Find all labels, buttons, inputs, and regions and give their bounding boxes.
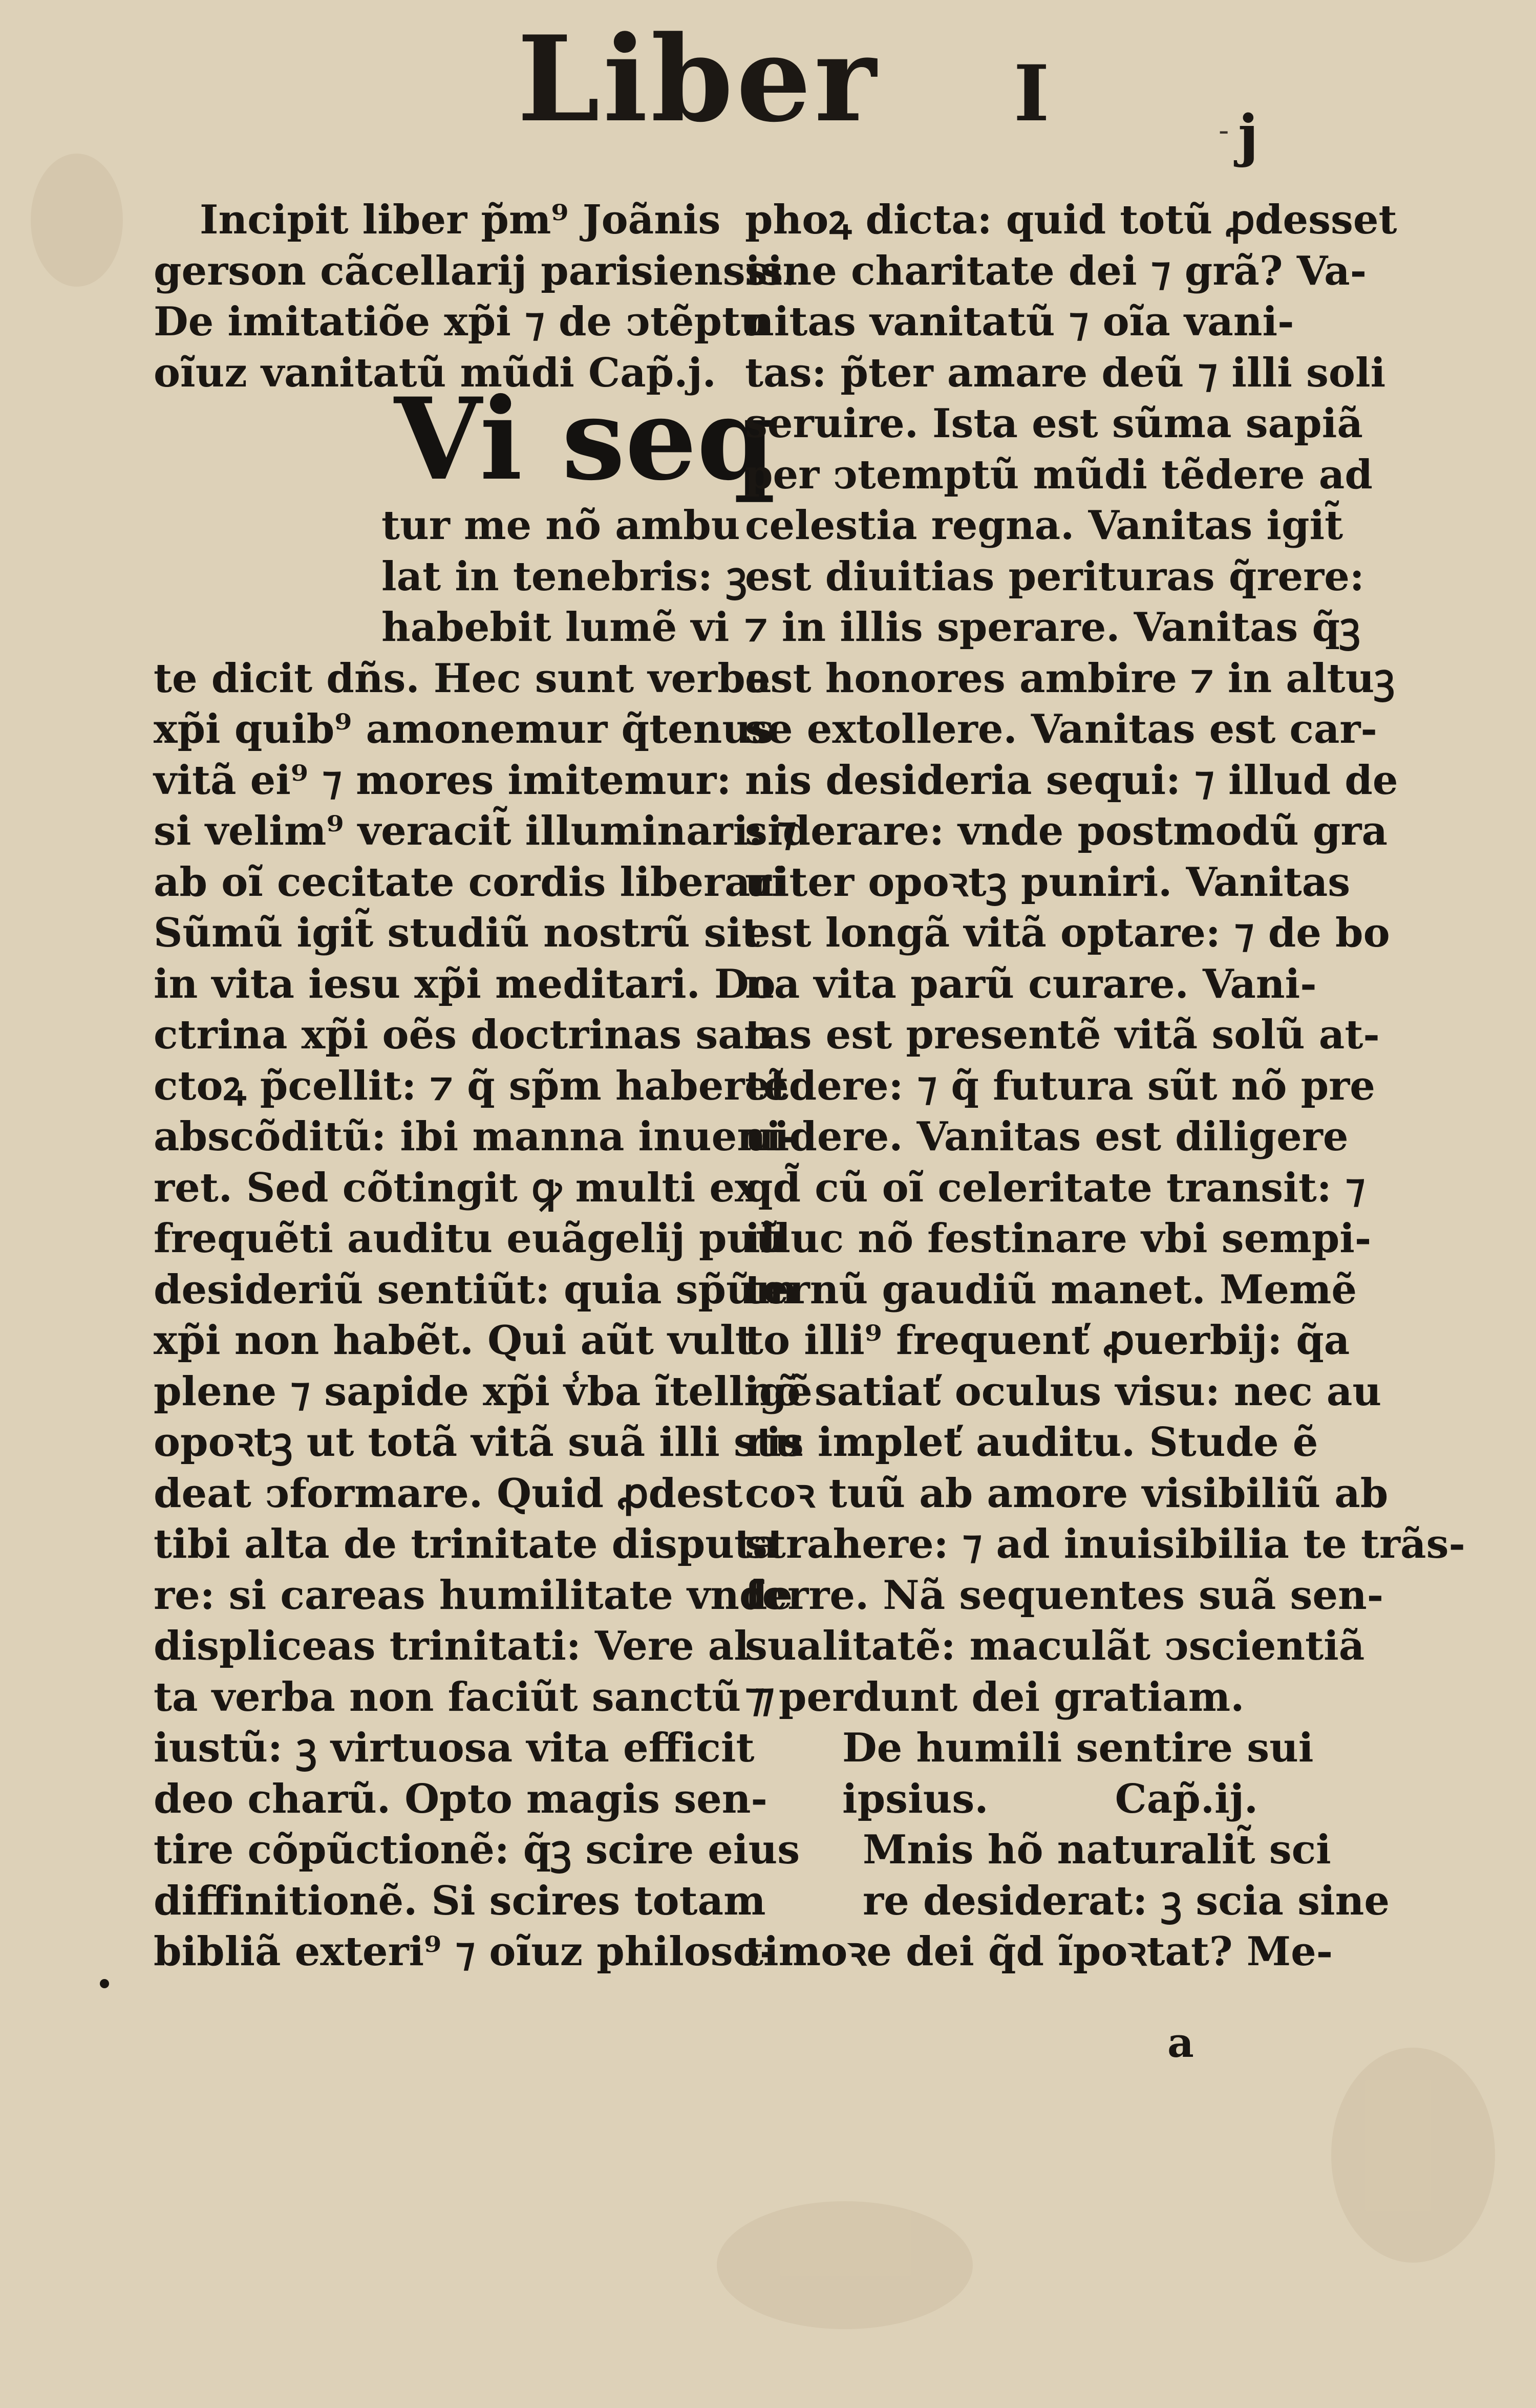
text-line: na vita parũ curare. Vani- [745, 960, 1317, 1007]
heading-line: oĩuz vanitatũ mũdi Cap̃.j. [154, 349, 716, 396]
text-line: illuc nõ festinare vbi sempi- [745, 1215, 1372, 1262]
left-column [154, 195, 813, 1977]
tick-mark: - [1219, 113, 1229, 148]
text-line: ret. Sed cõtingit ꝙ multi ex [154, 1164, 759, 1211]
text-line: Mnis hõ naturalit̃ sci [863, 1826, 1331, 1873]
text-line: to illi⁹ frequenť ꝓuerbij: q̃a [745, 1317, 1350, 1364]
text-line: deo charũ. Opto magis sen- [154, 1775, 767, 1822]
text-line: nõ satiať oculus visu: nec au [745, 1368, 1382, 1415]
text-line: re: si careas humilitate vnde [154, 1572, 793, 1619]
text-line: displiceas trinitati: Vere al [154, 1623, 749, 1669]
text-line: desideriũ sentiũt: quia sp̃ũm [154, 1266, 798, 1313]
text-line: uiter opoꝛtꝫ puniri. Vanitas [745, 858, 1351, 906]
text-line: siderare: vnde postmodũ gra [745, 808, 1388, 854]
text-line: tur me nõ ambu [381, 502, 740, 549]
text-line: phoꝝ dicta: quid totũ ꝓdesset [745, 197, 1397, 243]
text-line: sualitatẽ: maculãt ↄscientiã [745, 1623, 1365, 1669]
drop-initial: Vi seq [394, 373, 776, 505]
text-line: deat ↄformare. Quid ꝓdest [154, 1470, 743, 1517]
text-line: seruire. Ista est sũma sapiã [745, 400, 1363, 447]
text-line: diffinitionẽ. Si scires totam [154, 1877, 766, 1924]
heading-line: Incipit liber p̃m⁹ Joãnis [200, 197, 721, 243]
text-line: tas est presentẽ vitã solũ at- [745, 1012, 1380, 1058]
text-line: tẽdere: ⁊ q̃ futura sũt nõ pre [745, 1062, 1375, 1109]
text-line: ⁊ perdunt dei gratiam. [745, 1673, 1245, 1721]
text-line: per ↄtemptũ mũdi tẽdere ad [745, 451, 1373, 498]
right-column [745, 195, 1465, 1977]
text-line: opoꝛtꝫ ut totã vitã suã illi stu [154, 1419, 804, 1466]
text-line: Sũmũ igit̃ studiũ nostrũ sit [154, 910, 760, 956]
text-line: est honores ambire ⁊ in altuꝫ [745, 655, 1395, 702]
text-line: celestia regna. Vanitas igit̃ [745, 502, 1343, 549]
text-line: nitas vanitatũ ⁊ oĩa vani- [745, 298, 1294, 345]
chapter-heading-end: ipsius. [842, 1775, 989, 1822]
header-number: I [1013, 49, 1053, 139]
text-line: ⁊ in illis sperare. Vanitas q̃ꝫ [745, 604, 1360, 651]
text-line: si velim⁹ veracit̃ illuminari: ⁊ [154, 808, 797, 854]
text-line: xp̃i quib⁹ amonemur q̃tenus [154, 706, 774, 752]
chapter-heading-line [745, 1774, 1318, 1825]
text-line: se extollere. Vanitas est car- [745, 706, 1377, 752]
heading-line: De imitatiõe xp̃i ⁊ de ↄtẽptu [154, 298, 770, 345]
text-line: nis desideria sequi: ⁊ illud de [745, 757, 1398, 804]
text-line: uidere. Vanitas est diligere [745, 1113, 1349, 1160]
text-line: ab oĩ cecitate cordis liberari [154, 858, 787, 906]
text-line: tire cõpũctionẽ: q̃ꝫ scire eius [154, 1826, 800, 1873]
chapter-heading-line: De humili sentire sui [842, 1725, 1314, 1771]
text-line: vitã ei⁹ ⁊ mores imitemur: [154, 757, 732, 804]
paper-stain [717, 2201, 973, 2329]
text-line: lat in tenebris: ꝫ [381, 553, 747, 600]
text-line: qd̃ cũ oĩ celeritate transit: ⁊ [745, 1164, 1366, 1211]
text-line: ctrina xp̃i oẽs doctrinas san [154, 1012, 773, 1058]
initial-block [154, 373, 776, 505]
text-line: in vita iesu xp̃i meditari. Do [154, 960, 776, 1007]
chapter-mark: Cap̃.ij. [1115, 1775, 1258, 1822]
text-line: strahere: ⁊ ad inuisibilia te trãs- [745, 1521, 1465, 1567]
text-line: tibi alta de trinitate disputa [154, 1521, 779, 1567]
paper-stain [1331, 2048, 1495, 2263]
text-line: re desiderat: ꝫ scia sine [863, 1877, 1390, 1924]
text-line: frequẽti auditu euãgelij puũ [154, 1215, 785, 1262]
text-line: plene ⁊ sapide xp̃i v̾ba ĩtelligẽ [154, 1368, 813, 1415]
text-line: te dicit dñs. Hec sunt verba [154, 655, 772, 702]
text-line: xp̃i non habẽt. Qui aũt vult [154, 1317, 754, 1364]
catchword: a [1167, 2018, 1194, 2067]
text-line: ternũ gaudiũ manet. Memẽ [745, 1266, 1357, 1313]
text-line: abscõditũ: ibi manna inueni- [154, 1113, 798, 1160]
text-line: est longã vitã optare: ⁊ de bo [745, 910, 1390, 956]
text-line: timoꝛe dei q̃d ĩpoꝛtat? Me- [745, 1928, 1333, 1975]
text-line: coꝛ tuũ ab amore visibiliũ ab [745, 1470, 1389, 1517]
header-title: Liber [517, 10, 880, 148]
folio-number: j [1238, 102, 1258, 168]
text-line: iustũ: ꝫ virtuosa vita efficit [154, 1725, 755, 1771]
text-line: ferre. Nã sequentes suã sen- [745, 1572, 1384, 1619]
margin-dot [100, 1979, 109, 1988]
text-line: ris impleť auditu. Stude ẽ [745, 1419, 1318, 1466]
text-line: tas: p̃ter amare deũ ⁊ illi soli [745, 349, 1386, 396]
text-line: est diuitias perituras q̃rere: [745, 553, 1364, 600]
text-line: habebit lumẽ vi [381, 604, 730, 651]
text-line: sine charitate dei ⁊ grã? Va- [745, 247, 1367, 294]
text-line: ta verba non faciũt sanctũ ⁊ [154, 1673, 775, 1721]
text-line: bibliã exteri⁹ ⁊ oĩuz philoso- [154, 1928, 777, 1975]
paper-stain [31, 154, 123, 287]
heading-line: gerson cãcellarij parisiensis. [154, 247, 797, 294]
text-line: ctoꝝ p̃cellit: ⁊ q̃ sp̃m haberet [154, 1062, 789, 1109]
running-header [517, 10, 1053, 148]
